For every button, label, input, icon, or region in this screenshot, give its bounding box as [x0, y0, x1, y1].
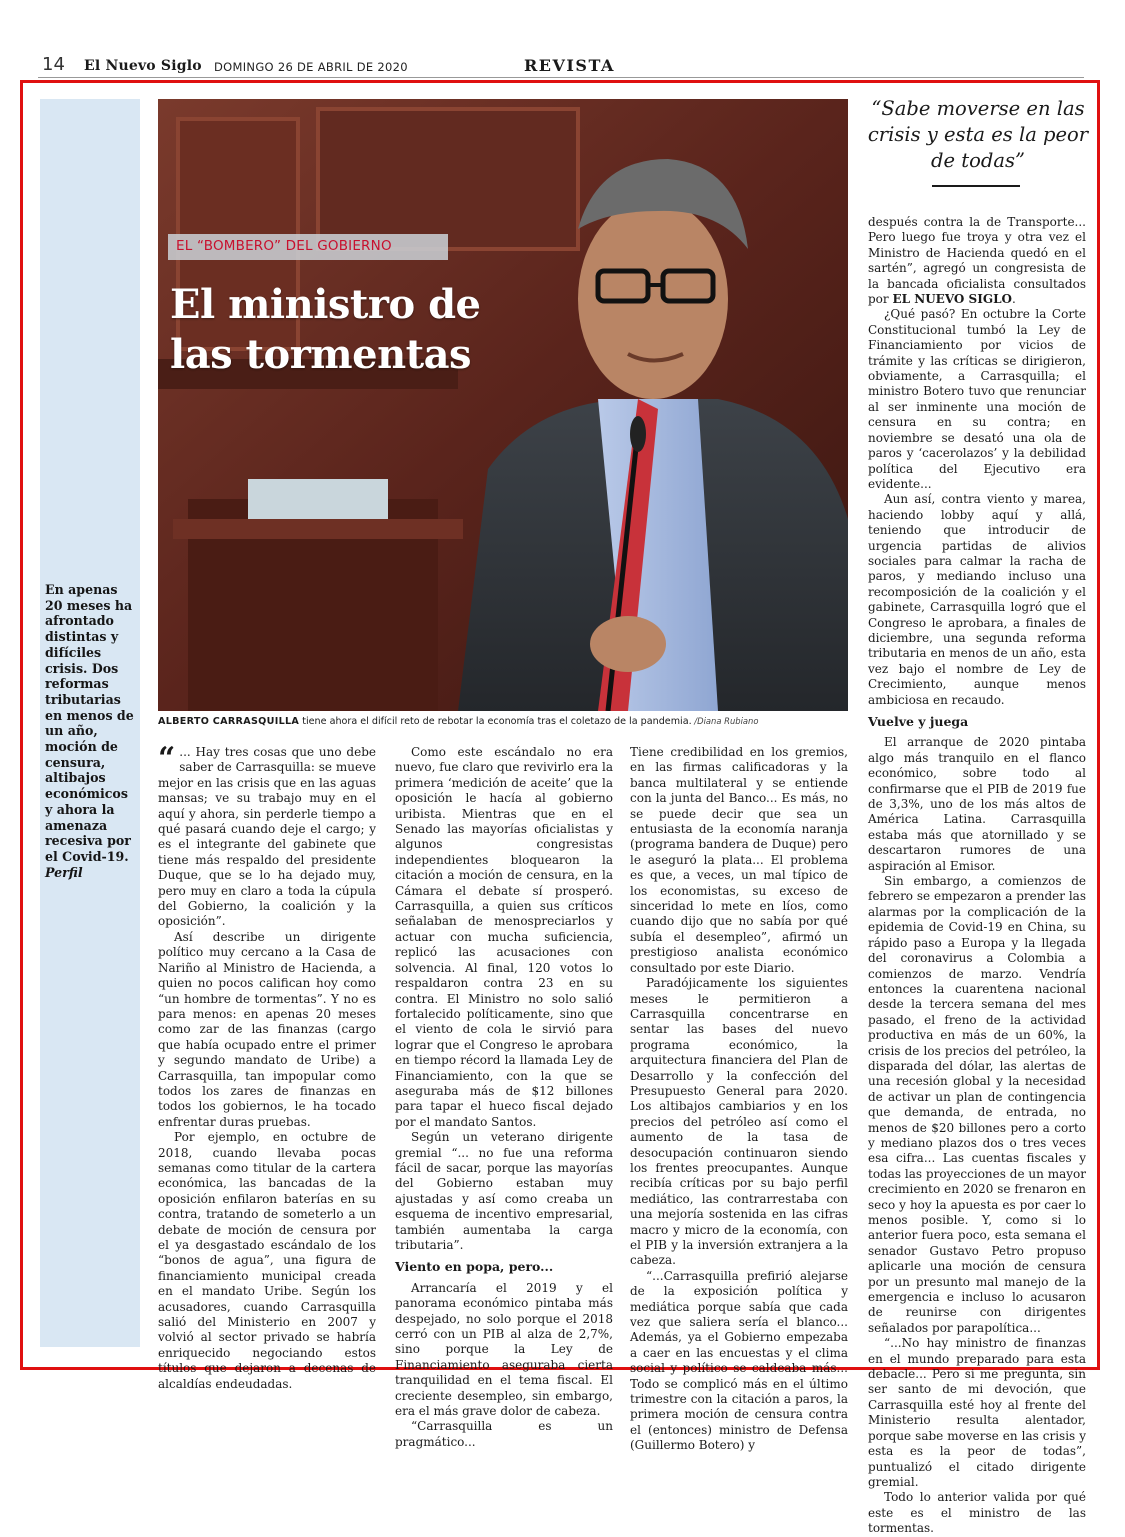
- subheading: Viento en popa, pero...: [395, 1259, 554, 1275]
- body-paragraph: “...Carrasquilla prefirió alejarse de la exposición política y mediática porque sabía que cada vez que saliera sería el blanco... Además, ya el Gobierno empezaba a caer en las encuestas y el clima social y político se caldeaba más... Todo se complicó más en el último trimestre con la citación a paros, la primera moción de censura contra el (entonces) ministro de Defensa (Guillermo Botero) y: [630, 1268, 848, 1453]
- open-quote-icon: “: [158, 741, 176, 776]
- pull-quote-rule: [932, 185, 1020, 187]
- photo-credit: /Diana Rubiano: [691, 716, 759, 726]
- masthead-divider: [38, 77, 1084, 78]
- pull-quote: “Sabe moverse en las crisis y esta es la peor de todas”: [867, 97, 1089, 172]
- body-paragraph: Por ejemplo, en octubre de 2018, cuando llevaba pocas semanas como titular de la cartera económica, las bancadas de la oposición enfilaron baterías en su contra, tratando de someterlo a un debate de moción de censura por el ya desgastado escándalo de los “bonos de agua”, una figura de financiamiento municipal creada en el mandato Uribe. Según los acusadores, cuando Carrasquilla salió del Ministerio en 2007 y volvió al sector privado se habría enriquecido negociando estos títulos que dejaron a decenas de alcaldías endeudadas.: [158, 1130, 376, 1391]
- page-number: 14: [42, 54, 65, 75]
- body-paragraph: después contra la de Transporte... Pero luego fue troya y otra vez el Ministro de Hacienda quedó en el sartén”, agregó un congresista de la bancada oficialista consultados por EL NUEVO SIGLO.: [868, 215, 1086, 307]
- kicker-label: [168, 234, 448, 260]
- caption-name: ALBERTO CARRASQUILLA: [158, 716, 300, 727]
- article-column-2: [395, 745, 613, 1450]
- minister-photo-illustration: [158, 99, 848, 711]
- sidebar-summary-text: En apenas 20 meses ha afrontado distintas y difíciles crisis. Dos reformas tributarias en menos de un año, moción de censura, altibajos económicos y ahora la amenaza recesiva por el Covid-19.: [45, 582, 134, 864]
- body-paragraph: Tiene credibilidad en los gremios, en las firmas calificadoras y la banca multilateral y se entiende con la junta del Banco... Es más, no se puede decir que sea un entusiasta de la economía naranja (programa bandera de Duque) pero le aseguró la plata... El problema es que, a veces, un mal típico de los economistas, su exceso de sinceridad lo mete en líos, como cuando dijo que no sabía por qué subía el desempleo”, afirmó un prestigioso analista económico consultado por este Diario.: [630, 745, 848, 975]
- body-paragraph: Según un veterano dirigente gremial “... no fue una reforma fácil de sacar, porque las mayorías del Gobierno estaban muy ajustadas y así como creaba un esquema de incentivo empresarial, también aumentaba la carga tributaria”.: [395, 1130, 613, 1252]
- sidebar-summary: [45, 582, 137, 880]
- headline: El ministro de las tormentas: [170, 281, 481, 378]
- paper-name-mention: EL NUEVO SIGLO: [892, 292, 1012, 307]
- body-paragraph: Arrancaría el 2019 y el panorama económico pintaba más despejado, no solo porque el 2018 cerró con un PIB al alza de 2,7%, sino porque la Ley de Financiamiento aseguraba cierta tranquilidad en el tema fiscal. El creciente desempleo, sin embargo, era el más grave dolor de cabeza.: [395, 1280, 613, 1419]
- kicker-text: EL “BOMBERO” DEL GOBIERNO: [176, 238, 392, 254]
- section-name: REVISTA: [524, 56, 615, 75]
- caption-text: tiene ahora el difícil reto de rebotar la economía tras el coletazo de la pandemia.: [299, 716, 692, 727]
- col1-p1: ... Hay tres cosas que uno debe saber de Carrasquilla: se mueve mejor en las crisis que en las aguas mansas; ve su trabajo muy en el aquí y ahora, sin perderle tiempo a qué pasará cuando deje el cargo; y es el integrante del gabinete que tiene más respaldo del presidente Duque, que se lo ha dejado muy, pero muy en claro a toda la cúpula del Gobierno, la coalición y la oposición”.: [158, 745, 376, 929]
- body-paragraph: ¿Qué pasó? En octubre la Corte Constitucional tumbó la Ley de Financiamiento por vicios de trámite y las críticas se dirigieron, obviamente, a Carrasquilla; el ministro Botero tuvo que renunciar al ser inminente una moción de censura en su contra; en noviembre se desató una ola de paros y ‘cacerolazos’ y la debilidad política del Ejecutivo era evidente...: [868, 307, 1086, 491]
- body-paragraph: “Carrasquilla es un pragmático...: [395, 1419, 613, 1449]
- photo-caption: [158, 716, 848, 727]
- body-paragraph: Paradójicamente los siguientes meses le permitieron a Carrasquilla concentrarse en sentar las bases del nuevo programa económico, la arquitectura financiera del Plan de Desarrollo y la confección del Presupuesto General para 2020. Los altibajos cambiarios y en los precios del petróleo así como el aumento de la tasa de desocupación continuaron siendo los frentes preocupantes. Aunque recibía críticas por su bajo perfil mediático, las contrarrestaba con una mejoría sostenida en las cifras macro y micro de la economía, con el PIB y la inversión extranjera a la cabeza.: [630, 976, 848, 1268]
- body-paragraph: Así describe un dirigente político muy cercano a la Casa de Nariño al Ministro de Hacienda, a quien no pocos califican hoy como “un hombre de tormentas”. Y no es para menos: en apenas 20 meses como zar de las finanzas (cargo que había ocupado entre el primer y segundo mandato de Uribe) a Carrasquilla, tan impopular como todos los zares de finanzas en todos los gobiernos, le ha tocado enfrentar duras pruebas.: [158, 929, 376, 1129]
- body-paragraph: Sin embargo, a comienzos de febrero se empezaron a prender las alarmas por la complicación de la epidemia de Covid-19 en China, su rápido paso a Europa y la llegada del coronavirus a Colombia a comienzos de marzo. Vendría entonces la cuarentena nacional desde la tercera semana del mes pasado, el freno de la actividad productiva en más de un 60%, la crisis de los precios del petróleo, la disparada del dólar, las alertas de una recesión global y la necesidad de activar un plan de contingencia que demanda, de entrada, no menos de $20 billones pero a corto y mediano plazos dos o tres veces esa cifra... Las cuentas fiscales y todas las proyecciones de un mayor crecimiento en 2020 se frenaron en seco y hoy la apuesta es por caer lo menos posible. Y, como si lo anterior fuera poco, esta semana el senador Gustavo Petro propuso aplicarle una moción de censura por un presunto mal manejo de la emergencia e incluso lo acusaron de reunirse con dirigentes señalados por parapolítica...: [868, 874, 1086, 1335]
- article-column-1: [158, 741, 376, 1392]
- paper-name: El Nuevo Siglo: [84, 58, 202, 74]
- col4-p1: después contra la de Transporte... Pero luego fue troya y otra vez el Ministro de Hacienda quedó en el sartén”, agregó un congresista de la bancada oficialista consultados por: [868, 215, 1086, 307]
- body-paragraph: Aun así, contra viento y marea, haciendo lobby aquí y allá, teniendo que introducir de urgencia partidas de alivios sociales para calmar la racha de paros, y mediando incluso una recomposición de la coalición y el gabinete, Carrasquilla logró que el Congreso le aprobara, a finales de diciembre, una segunda reforma tributaria en menos de un año, esta vez bajo el nombre de Ley de Crecimiento, aunque menos ambiciosa en recaudo.: [868, 492, 1086, 707]
- body-paragraph: Como este escándalo no era nuevo, fue claro que revivirlo era la primera ‘medición de aceite’ que la oposición le hacía al gobierno uribista. Mientras que en el Senado las mayorías oficialistas y algunos congresistas independientes bloquearon la citación a moción de censura, en la Cámara el debate sí prosperó. Carrasquilla, a quien sus críticos señalaban de menospreciarlos y actuar con mucha suficiencia, replicó las acusaciones con solvencia. Al final, 120 votos lo respaldaron contra 23 en su contra. El Ministro no solo salió fortalecido políticamente, sino que el viento de cola le sirvió para lograr que el Congreso le aprobara en tiempo récord la llamada Ley de Financiamiento, con la que se aseguraba más de $12 billones para tapar el hueco fiscal dejado por el mandato Santos.: [395, 745, 613, 1129]
- article-column-4: [868, 215, 1086, 1537]
- subheading: Vuelve y juega: [868, 714, 969, 729]
- sidebar-tag: Perfil: [45, 864, 83, 880]
- body-paragraph: “...No hay ministro de finanzas en el mundo preparado para esta debacle... Pero si me pregunta, sin ser santo de mi devoción, que Carrasquilla esté hoy al frente del Ministerio resulta alentador, porque sabe moverse en las crisis y esta es la peor de todas”, puntualizó el citado dirigente gremial.: [868, 1336, 1086, 1489]
- article-photo: [158, 99, 848, 711]
- body-paragraph: Todo lo anterior valida por qué este es el ministro de las tormentas.: [868, 1490, 1086, 1536]
- body-paragraph: [158, 741, 376, 930]
- article-column-3: [630, 745, 848, 1454]
- issue-date: DOMINGO 26 DE ABRIL DE 2020: [214, 60, 408, 74]
- body-paragraph: El arranque de 2020 pintaba algo más tranquilo en el flanco económico, sobre todo al confirmarse que el PIB de 2019 fue de 3,3%, uno de los más altos de América Latina. Carrasquilla estaba más que atornillado y se descartaron rumores de una aspiración al Emisor.: [868, 735, 1086, 873]
- masthead: [38, 50, 1084, 80]
